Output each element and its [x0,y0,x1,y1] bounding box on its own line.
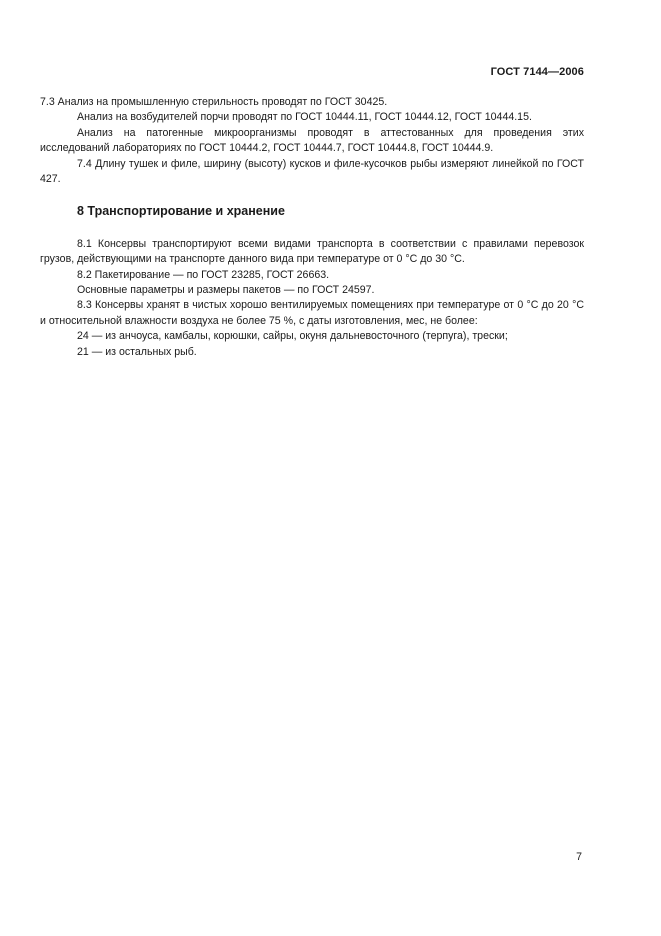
paragraph-8-3: 8.3 Консервы хранят в чистых хорошо вентилируемых помещениях при температуре от 0 °С до 20 °С и относительной влажности воздуха не более 75 %, с даты изготовления, мес, не более: [40,299,584,327]
paragraph-8-2: 8.2 Пакетирование — по ГОСТ 23285, ГОСТ 26663. [77,268,330,281]
paragraph-8-3-24: 24 — из анчоуса, камбалы, корюшки, сайры, окуня дальневосточного (терпуга), трески; [77,330,508,343]
paragraph-7-3-pathogens: Анализ на патогенные микроорганизмы проводят в аттестованных для проведения этих исследований лабораториях по ГОСТ 10444.2, ГОСТ 10444.7, ГОСТ 10444.8, ГОСТ 10444.9. [40,126,584,155]
section-title-8: 8 Транспортирование и хранение [77,204,285,219]
paragraph-8-3-21: 21 — из остальных рыб. [77,345,197,358]
paragraph-8-1: 8.1 Консервы транспортируют всеми видами транспорта в соответствии с правилами перевозок грузов, действующими на транспорте данного вида при температуре от 0 °С до 30 °С. [40,237,584,266]
page-header: ГОСТ 7144—2006 [490,66,584,78]
page-number: 7 [576,851,582,863]
paragraph-7-3-spoilage: Анализ на возбудителей порчи проводят по ГОСТ 10444.11, ГОСТ 10444.12, ГОСТ 10444.15. [77,111,532,124]
paragraph-7-3: 7.3 Анализ на промышленную стерильность проводят по ГОСТ 30425. [40,96,388,108]
paragraph-7-4: 7.4 Длину тушек и филе, ширину (высоту) кусков и филе-кусочков рыбы измеряют линейкой по ГОСТ 427. [40,157,584,186]
paragraph-8-2-packages: Основные параметры и размеры пакетов — по ГОСТ 24597. [77,284,375,297]
document-body [40,95,584,360]
